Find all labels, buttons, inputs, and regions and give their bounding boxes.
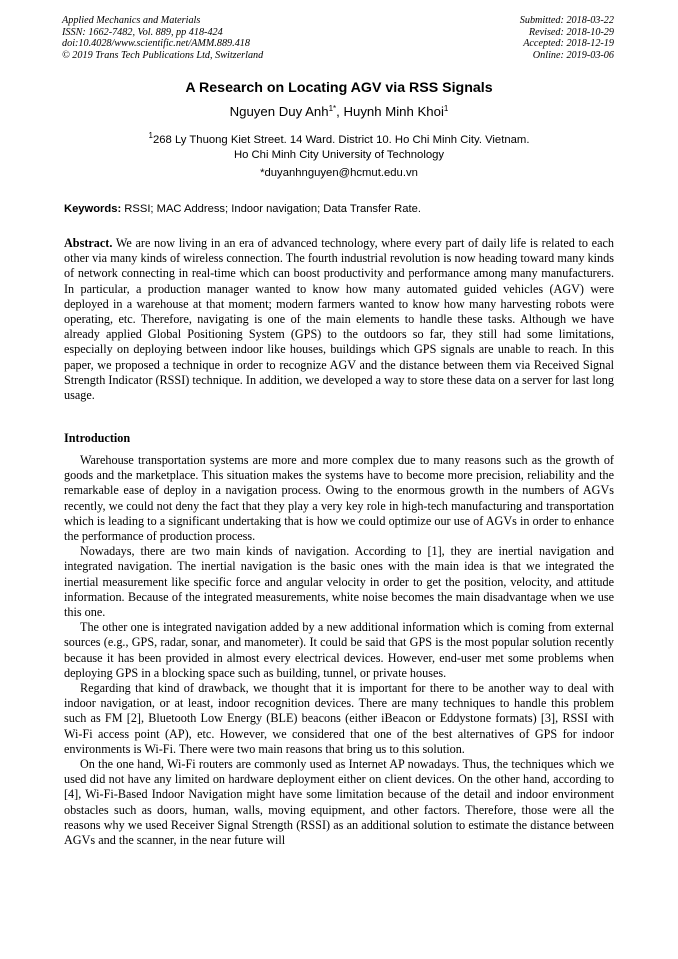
author-list [0,104,678,119]
keywords-label: Keywords: [64,203,122,215]
intro-paragraph: Warehouse transportation systems are more and more complex due to many reasons such as the growth of goods and the marketplace. This situation makes the systems have to become more precision, reliability and the remarkable ease of deploy in a navigation process. Owing to the enormous growth in the numbers of AGVs recently, we could not deny the fact that they play a very key role in high-tech manufacturing and transportation which is leading to a significant undertaking that is how we could optimize our use of AGVs in order to enhance the performance of production process. [64,453,614,544]
paper-title: A Research on Locating AGV via RSS Signals [185,80,493,96]
date-revised: Revised: 2018-10-29 [528,26,614,38]
abstract-label: Abstract. [64,236,113,250]
intro-paragraph: The other one is integrated navigation added by a new additional information which is coming from external sources (e.g., GPS, radar, sonar, and manometer). It could be said that GPS is the most popular solution recently because it has been provided in almost every electrical devices. However, end-user met some problems when deploying GPS in a blocking space such as building, tunnel, or private houses. [64,620,614,680]
author-1-mark: 1* [328,104,337,113]
abstract [64,236,614,403]
journal-issn: ISSN: 1662-7482, Vol. 889, pp 418-424 [62,26,223,38]
affiliation-institution: Ho Chi Minh City University of Technology [233,148,445,161]
journal-doi: doi:10.4028/www.scientific.net/AMM.889.418 [62,38,250,50]
author-2-mark: 1 [443,104,449,113]
author-separator: , [336,104,344,119]
intro-paragraph: On the one hand, Wi-Fi routers are commonly used as Internet AP nowadays. Thus, the techniques which we used did not have any limited on hardware deployment either on client devices. On the other hand, according to [4], Wi-Fi-Based Indoor Navigation might have some limitation because of the detail and indoor environment obstacles such as doors, human, walls, moving equipment, and other factors. Therefore, those were all the reasons why we used Receiver Signal Strength (RSSI) as an additional solution to estimate the distance between AGVs and the scanner, in the near future will [64,757,614,848]
affiliation-mark: 1 [148,131,153,140]
affiliation [0,133,678,162]
journal-name: Applied Mechanics and Materials [62,15,201,26]
date-submitted: Submitted: 2018-03-22 [519,15,614,26]
affiliation-address: 268 Ly Thuong Kiet Street. 14 Ward. District 10. Ho Chi Minh City. Vietnam. [152,134,530,146]
intro-paragraph: Regarding that kind of drawback, we thought that it is important for there to be another way to deal with indoor navigation, or at least, indoor recognition devices. There are many techniques to handle this problem such as FM [2], Bluetooth Low Energy (BLE) beacons (either iBeacon or Eddystone formats) [3], RSSI with Wi-Fi access point (AP), etc. However, we considered that one of the best alternatives of GPS for indoor environments is Wi-Fi. There were two main reasons that bring us to this solution. [64,681,614,756]
intro-paragraph: Nowadays, there are two main kinds of navigation. According to [1], they are inertial navigation and integrated navigation. The inertial navigation is the basic ones with the main idea is that we integrated the inertial measurement like specific force and angular velocity in order to get the position, velocity, and attitude information. Because of the integrated measurements, white noise becomes the main disadvantage when we use this one. [64,544,614,620]
abstract-text: We are now living in an era of advanced technology, where every part of daily life is related to each other via many kinds of wireless connection. The fourth industrial revolution is now heading toward many kinds of network connecting in real-time which can boost productivity and performance among many manufacturers. In particular, a production manager wanted to know how many automated guided vehicles (AGV) were deployed in a warehouse at that moment; modern farmers wanted to know how many harvesting robots were operating, etc. Therefore, navigating is one of the main elements to handle these tasks. Although we have already applied Global Positioning System (GPS) to the outdoors so far, they still had some limitations, especially on deploying between indoor like houses, buildings which GPS signals are unable to reach. In this paper, we proposed a technique in order to recognize AGV and the distance between them via Received Signal Strength Indicator (RSSI) technique. In addition, we developed a way to store these data on a server for last long usage. [64,236,614,403]
introduction-body [64,453,614,848]
date-online: Online: 2019-03-06 [532,49,614,61]
corresponding-email: *duyanhnguyen@hcmut.edu.vn [260,167,418,179]
keywords-text: RSSI; MAC Address; Indoor navigation; Data Transfer Rate. [121,203,421,215]
date-accepted: Accepted: 2018-12-19 [523,38,614,50]
journal-copyright: © 2019 Trans Tech Publications Ltd, Switzerland [62,49,264,61]
author-1: Nguyen Duy Anh [229,104,329,119]
introduction-heading: Introduction [64,431,131,445]
keywords [64,203,616,215]
publication-dates [520,15,614,61]
author-2: Huynh Minh Khoi [343,104,444,119]
journal-info [62,15,263,61]
